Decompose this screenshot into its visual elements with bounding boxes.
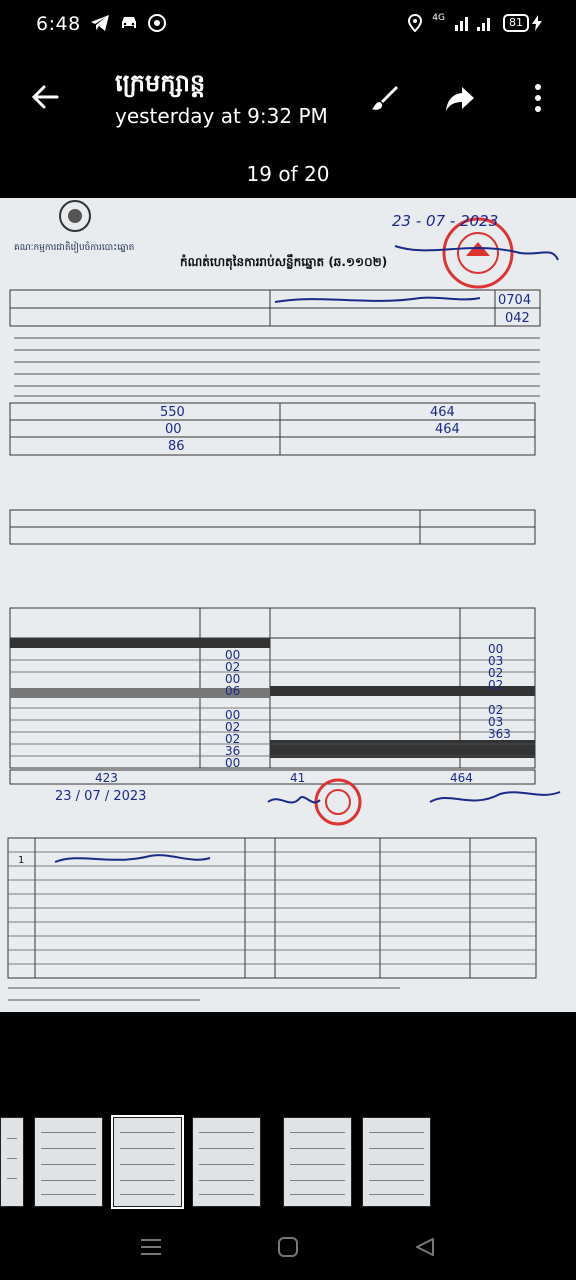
row-right-6: 03: [488, 715, 504, 729]
date-bottom: 23 / 07 / 2023: [55, 789, 147, 804]
field-c: 86: [168, 439, 185, 454]
row-right-7: 363: [488, 727, 511, 741]
navigation-bar: [0, 1210, 576, 1280]
edit-button[interactable]: [364, 78, 404, 118]
witness-row-number: 1: [18, 855, 25, 866]
row-left-7: 02: [225, 732, 241, 746]
field-a: 550: [160, 405, 185, 420]
more-button[interactable]: [518, 78, 558, 118]
status-bar: [0, 0, 576, 50]
page-subtitle: yesterday at 9:32 PM: [115, 104, 328, 128]
recent-apps-button[interactable]: [136, 1232, 166, 1262]
brush-icon: [369, 83, 399, 113]
back-triangle-icon: [414, 1236, 436, 1258]
network-label: 4G: [432, 13, 445, 23]
row-right-1: 00: [488, 642, 504, 656]
total-2: 41: [290, 771, 306, 785]
code-1: 0704: [498, 293, 532, 308]
row-right-5: 02: [488, 703, 504, 717]
battery-indicator: [503, 14, 542, 32]
field-b: 00: [165, 422, 182, 437]
menu-icon: [140, 1237, 162, 1257]
row-right-3: 02: [488, 666, 504, 680]
app-circle-icon: [148, 14, 166, 32]
battery-level: 81: [509, 16, 523, 29]
row-left-8: 36: [225, 744, 241, 758]
status-right-icons: [408, 14, 542, 32]
handwritten-date-top: 23 - 07 - 2023: [392, 212, 499, 230]
row-right-2: 03: [488, 654, 504, 668]
thumbnail-strip: [0, 1117, 441, 1207]
row-left-5: 00: [225, 708, 241, 722]
app-bar: [0, 60, 576, 140]
charging-icon: [532, 15, 542, 31]
row-right-4: 02: [488, 678, 504, 692]
document-title: កំណត់ហេតុនៃការរាប់សន្លឹកឆ្នោត (ឆ.១១០២): [180, 255, 388, 269]
row-left-4: 06: [225, 684, 241, 698]
row-left-2: 02: [225, 660, 241, 674]
back-button[interactable]: [26, 78, 64, 116]
total-3: 464: [450, 771, 473, 785]
row-left-3: 00: [225, 672, 241, 686]
battery-icon: [503, 14, 529, 32]
row-left-9: 00: [225, 756, 241, 770]
image-counter: 19 of 20: [246, 162, 330, 186]
field-e: 464: [435, 422, 460, 437]
document-photo[interactable]: [0, 198, 576, 1012]
document-sheet: [0, 198, 576, 1012]
page-title: ក្រេមក្សាន្ត: [115, 69, 206, 97]
car-icon: [119, 15, 139, 31]
thumbnail[interactable]: [362, 1117, 431, 1207]
share-icon: [445, 83, 475, 113]
more-icon: [534, 83, 542, 113]
signal-icon: [455, 15, 493, 31]
location-icon: [408, 14, 422, 32]
row-left-1: 00: [225, 648, 241, 662]
status-time: 6:48: [36, 13, 81, 35]
thumbnail[interactable]: [34, 1117, 103, 1207]
total-1: 423: [95, 771, 118, 785]
back-icon: [31, 83, 59, 111]
document-header: គណៈកម្មការជាតិរៀបចំការបោះឆ្នោត: [14, 243, 135, 253]
thumbnail[interactable]: [0, 1117, 24, 1207]
thumbnail-active[interactable]: [113, 1117, 182, 1207]
row-left-6: 02: [225, 720, 241, 734]
field-d: 464: [430, 405, 455, 420]
share-button[interactable]: [440, 78, 480, 118]
back-nav-button[interactable]: [410, 1232, 440, 1262]
telegram-icon: [90, 14, 110, 32]
thumbnail[interactable]: [192, 1117, 261, 1207]
status-left-icons: [90, 14, 166, 32]
home-icon: [277, 1236, 299, 1258]
code-2: 042: [505, 311, 530, 326]
thumbnail[interactable]: [283, 1117, 352, 1207]
home-button[interactable]: [273, 1232, 303, 1262]
